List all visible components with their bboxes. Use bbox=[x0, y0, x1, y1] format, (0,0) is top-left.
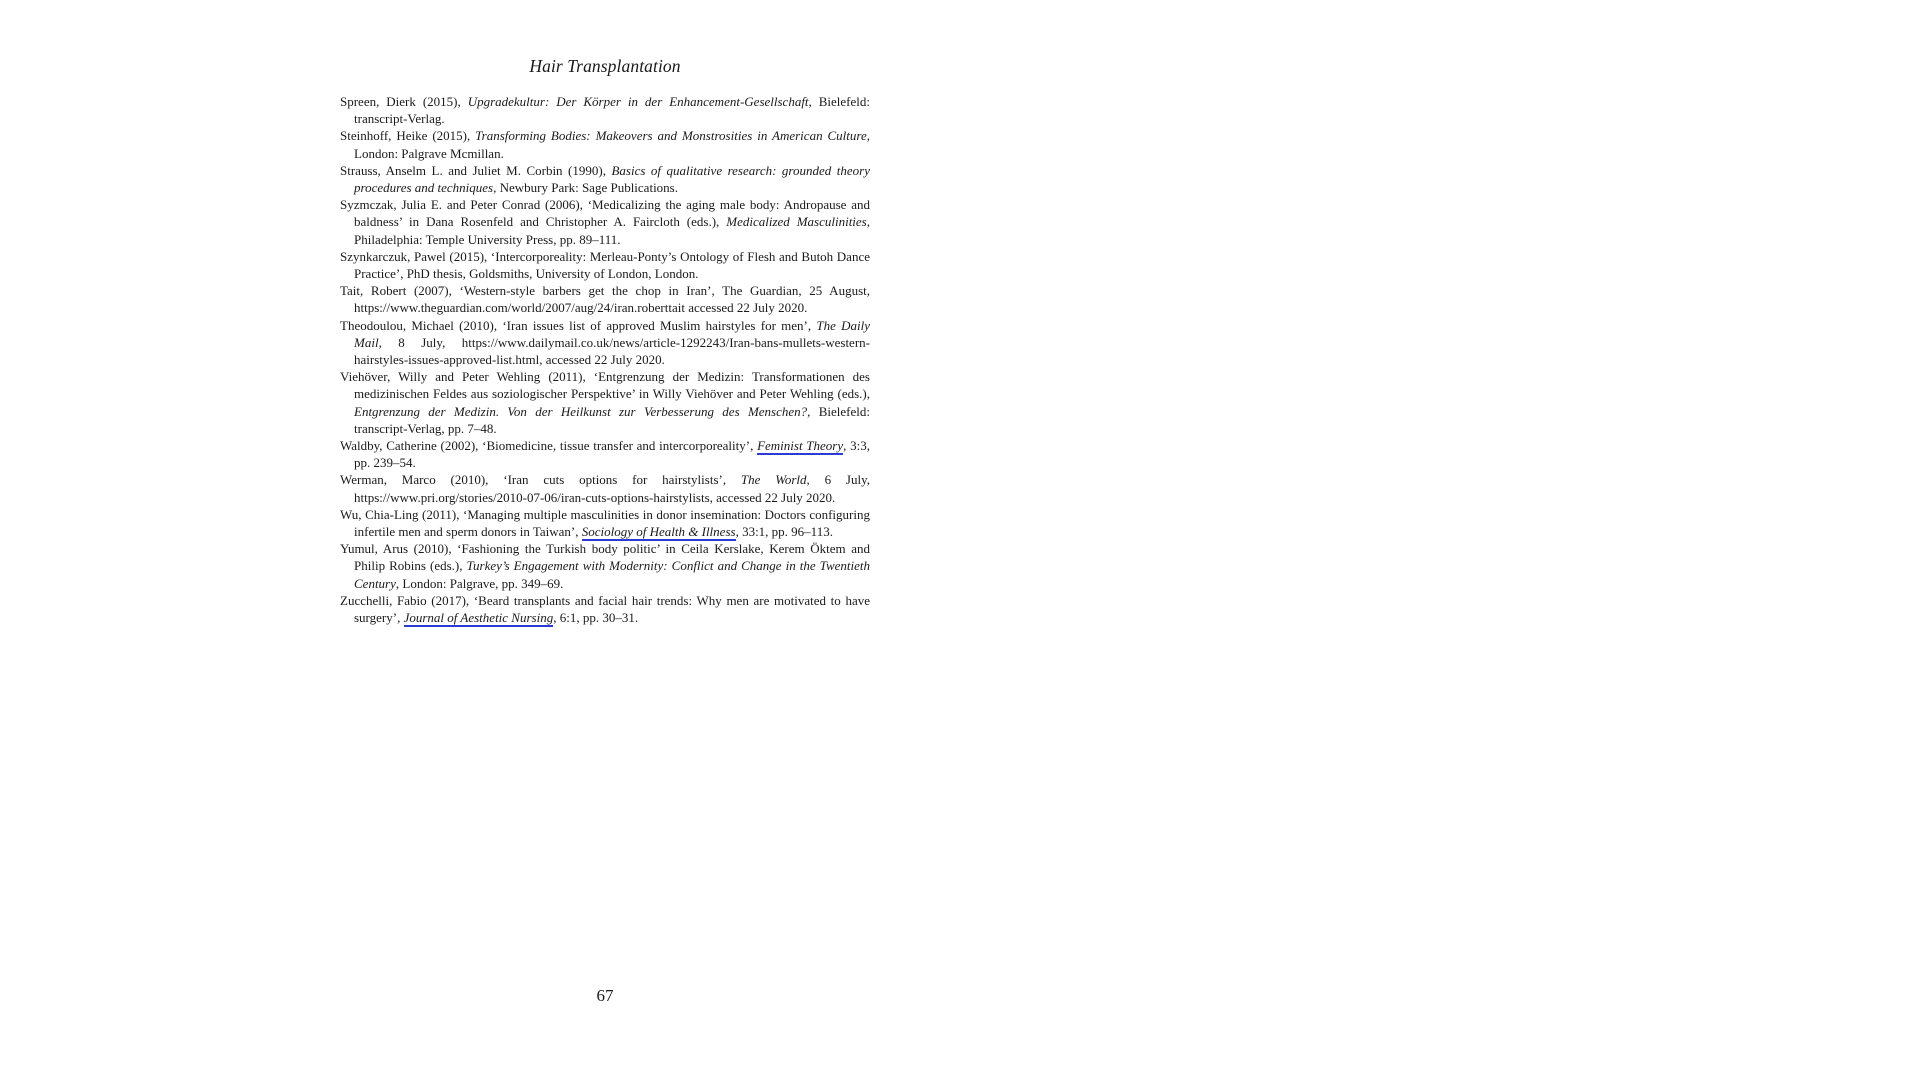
reference-title-italic: Basics of qualitative research: grounded theory procedures and techniques bbox=[354, 162, 870, 196]
reference-list bbox=[340, 93, 870, 626]
reference-entry bbox=[340, 282, 870, 316]
reference-text: , Philadelphia: Temple University Press, pp. 89–111. bbox=[354, 214, 870, 247]
reference-entry bbox=[340, 317, 870, 369]
reference-text: , 8 July, https://www.dailymail.co.uk/news/article-1292243/Iran-bans-mullets-western-hairstyles-issues-approved-list.html, accessed 22 July 2020. bbox=[354, 334, 870, 368]
reference-text: Steinhoff, Heike (2015), bbox=[340, 128, 476, 144]
reference-text: Strauss, Anselm L. and Juliet M. Corbin (1990), bbox=[340, 162, 612, 178]
reference-entry bbox=[340, 368, 870, 437]
reference-entry bbox=[340, 437, 870, 471]
reference-text: , Bielefeld: transcript-Verlag. bbox=[354, 94, 870, 127]
reference-entry bbox=[340, 592, 870, 626]
reference-title-italic: Turkey’s Engagement with Modernity: Conflict and Change in the Twentieth Century bbox=[354, 558, 870, 591]
reference-text: , 3:3, pp. 239–54. bbox=[354, 438, 870, 471]
document-page bbox=[340, 56, 870, 626]
reference-entry bbox=[340, 471, 870, 505]
reference-text: Syzmczak, Julia E. and Peter Conrad (2006), ‘Medicalizing the aging male body: Andropause and baldness’ in Dana Rosenfeld and Christopher A. Faircloth (eds.), bbox=[340, 197, 870, 230]
reference-text: , 33:1, pp. 96–113. bbox=[735, 524, 833, 540]
reference-entry bbox=[340, 506, 870, 540]
reference-text: Waldby, Catherine (2002), ‘Biomedicine, tissue transfer and intercorporeality’, bbox=[340, 438, 758, 454]
reference-text: , London: Palgrave Mcmillan. bbox=[354, 128, 870, 161]
reference-text: Tait, Robert (2007), ‘Western-style barbers get the chop in Iran’, The Guardian, 25 August, https://www.theguardian.com/world/2007/aug/24/iran.roberttait accessed 22 July 2020. bbox=[340, 283, 870, 316]
running-head-title: Hair Transplantation bbox=[529, 56, 681, 76]
reference-text: , 6 July, https://www.pri.org/stories/2010-07-06/iran-cuts-options-hairstylists, accessed 22 July 2020. bbox=[354, 472, 870, 505]
reference-entry bbox=[340, 248, 870, 282]
reference-title-italic: The World bbox=[740, 472, 807, 488]
journal-link[interactable]: Journal of Aesthetic Nursing bbox=[403, 610, 554, 626]
reference-text: , 6:1, pp. 30–31. bbox=[553, 610, 639, 626]
reference-text: , London: Palgrave, pp. 349–69. bbox=[395, 575, 564, 591]
reference-title-italic: Transforming Bodies: Makeovers and Monstrosities in American Culture bbox=[475, 128, 867, 144]
reference-text: Zucchelli, Fabio (2017), ‘Beard transplants and facial hair trends: Why men are motivated to have surgery’, bbox=[340, 592, 870, 626]
reference-text: , Bielefeld: transcript-Verlag, pp. 7–48. bbox=[354, 403, 871, 436]
reference-title-italic: Upgradekultur: Der Körper in der Enhancement-Gesellschaft bbox=[467, 94, 809, 109]
reference-text: Yumul, Arus (2010), ‘Fashioning the Turkish body politic’ in Ceila Kerslake, Kerem Öktem and Philip Robins (eds.), bbox=[340, 541, 870, 574]
reference-text: Theodoulou, Michael (2010), ‘Iran issues list of approved Muslim hairstyles for men’, bbox=[340, 317, 817, 333]
journal-link[interactable]: Sociology of Health & Illness bbox=[581, 524, 736, 540]
reference-text: Szynkarczuk, Pawel (2015), ‘Intercorporeality: Merleau-Ponty’s Ontology of Flesh and Butoh Dance Practice’, PhD thesis, Goldsmiths, University of London, London. bbox=[340, 248, 870, 282]
reference-text: Viehöver, Willy and Peter Wehling (2011), ‘Entgrenzung der Medizin: Transformationen des medizinischen Feldes aus soziologischer Perspektive’ in Willy Viehöver and Peter Wehling (eds.), bbox=[340, 369, 870, 402]
page-number: 67 bbox=[596, 986, 614, 1005]
reference-text: Spreen, Dierk (2015), bbox=[340, 94, 468, 109]
reference-title-italic: Medicalized Masculinities bbox=[726, 214, 867, 230]
reference-entry bbox=[340, 540, 870, 592]
reference-text: Werman, Marco (2010), ‘Iran cuts options for hairstylists’, bbox=[340, 472, 741, 488]
reference-entry bbox=[340, 162, 870, 196]
reference-text: , Newbury Park: Sage Publications. bbox=[493, 180, 678, 196]
reference-title-italic: The Daily Mail bbox=[354, 317, 870, 350]
reference-entry bbox=[340, 196, 870, 248]
reference-entry bbox=[340, 127, 870, 161]
journal-link[interactable]: Feminist Theory bbox=[757, 438, 844, 454]
reference-entry bbox=[340, 93, 870, 127]
reference-text: Wu, Chia-Ling (2011), ‘Managing multiple masculinities in donor insemination: Doctors configuring infertile men and sperm donors in Taiwan’, bbox=[340, 506, 870, 540]
reference-title-italic: Entgrenzung der Medizin. Von der Heilkunst zur Verbesserung des Menschen? bbox=[354, 403, 808, 419]
